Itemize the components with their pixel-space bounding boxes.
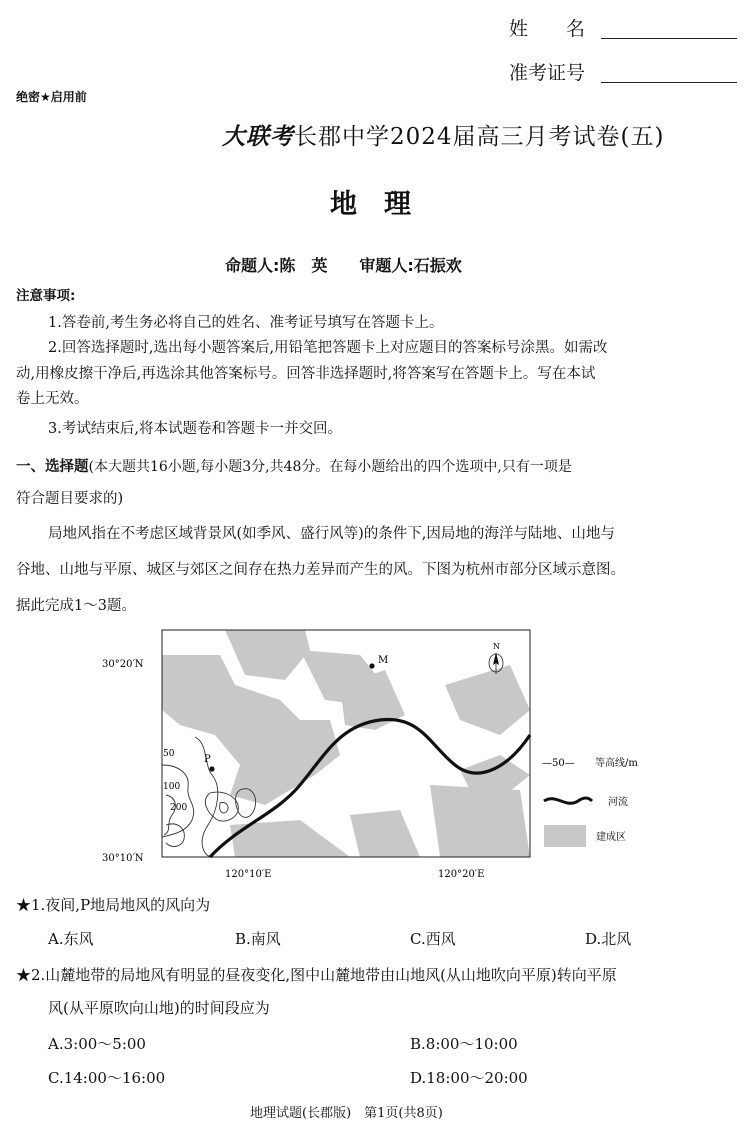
exam-id-field[interactable] bbox=[601, 82, 737, 83]
section-desc-cont: 符合题目要求的) bbox=[16, 491, 124, 507]
notice-item-2-cont2: 卷上无效。 bbox=[16, 391, 89, 407]
notice-heading: 注意事项: bbox=[16, 288, 76, 304]
north-arrow-icon bbox=[489, 642, 503, 674]
q2-option-b[interactable]: B.8:00～10:00 bbox=[410, 1035, 518, 1053]
contour-label-200: 200 bbox=[170, 803, 188, 813]
point-p-dot bbox=[209, 766, 214, 771]
name-field[interactable] bbox=[601, 38, 737, 39]
notice-item-1: 1.答卷前,考生务必将自己的姓名、准考证号填写在答题卡上。 bbox=[48, 315, 444, 331]
hangzhou-map bbox=[100, 625, 660, 885]
intro-text-2: 谷地、山地与平原、城区与郊区之间存在热力差异而产生的风。下图为杭州市部分区域示意图。 bbox=[16, 562, 625, 578]
legend-river-label: 河流 bbox=[608, 797, 628, 808]
svg-text:N: N bbox=[493, 642, 500, 651]
legend-urban-symbol bbox=[544, 825, 586, 847]
page-footer: 地理试题(长郡版) 第1页(共8页) bbox=[250, 1106, 443, 1121]
question-2-stem: ★2.山麓地带的局地风有明显的昼夜变化,图中山麓地带由山地风(从山地吹向平原)转向平原 bbox=[16, 966, 617, 984]
contour-label-50: 50 bbox=[163, 749, 175, 759]
urban-areas bbox=[162, 630, 530, 857]
map-legend bbox=[542, 756, 638, 847]
point-m-dot bbox=[369, 663, 374, 668]
legend-contour-label: 等高线/m bbox=[595, 758, 638, 769]
lon-right-label: 120°20′E bbox=[438, 869, 485, 880]
q2-option-a[interactable]: A.3:00～5:00 bbox=[48, 1035, 146, 1053]
q1-option-b[interactable]: B.南风 bbox=[235, 930, 281, 948]
point-p-label: P bbox=[204, 754, 211, 765]
notice-item-3: 3.考试结束后,将本试题卷和答题卡一并交回。 bbox=[48, 421, 342, 437]
subject-title: 地 理 bbox=[330, 189, 411, 220]
q2-option-c[interactable]: C.14:00～16:00 bbox=[48, 1069, 166, 1087]
contour-label-100: 100 bbox=[163, 782, 181, 792]
brand-logo: 大联考 bbox=[222, 123, 294, 150]
lat-bottom-label: 30°10′N bbox=[102, 853, 144, 864]
point-m-label: M bbox=[378, 655, 389, 666]
question-1-stem: ★1.夜间,P地局地风的风向为 bbox=[16, 896, 211, 914]
confidential-mark: 绝密★启用前 bbox=[16, 90, 87, 104]
q1-option-c[interactable]: C.西风 bbox=[410, 930, 456, 948]
exam-title bbox=[222, 118, 664, 151]
exam-id-label: 准考证号 bbox=[509, 62, 586, 84]
intro-text-1: 局地风指在不考虑区域背景风(如季风、盛行风等)的条件下,因局地的海洋与陆地、山地与 bbox=[48, 526, 615, 542]
notice-item-2: 2.回答选择题时,选出每小题答案后,用铅笔把答题卡上对应题目的答案标号涂黑。如需改 bbox=[48, 340, 608, 356]
question-2-stem-cont: 风(从平原吹向山地)的时间段应为 bbox=[48, 999, 270, 1017]
q2-option-d[interactable]: D.18:00～20:00 bbox=[410, 1069, 528, 1087]
section-heading: 一、选择题(本大题共16小题,每小题3分,共48分。在每小题给出的四个选项中,只有一项是 bbox=[16, 459, 572, 475]
authors-line: 命题人:陈 英 审题人:石振欢 bbox=[225, 256, 462, 275]
exam-name: 长郡中学2024届高三月考试卷(五) bbox=[294, 124, 665, 150]
lon-left-label: 120°10′E bbox=[225, 869, 272, 880]
q1-option-a[interactable]: A.东风 bbox=[48, 930, 94, 948]
legend-urban-label: 建成区 bbox=[596, 832, 626, 843]
q1-option-d[interactable]: D.北风 bbox=[585, 930, 632, 948]
notice-item-2-cont: 动,用橡皮擦干净后,再选涂其他答案标号。回答非选择题时,将答案写在答题卡上。写在本试 bbox=[16, 366, 596, 382]
legend-contour-symbol: —50— bbox=[542, 758, 575, 769]
intro-text-3: 据此完成1～3题。 bbox=[16, 598, 136, 614]
lat-top-label: 30°20′N bbox=[102, 659, 144, 670]
legend-river-symbol bbox=[544, 798, 592, 803]
name-label: 姓 名 bbox=[509, 18, 586, 40]
